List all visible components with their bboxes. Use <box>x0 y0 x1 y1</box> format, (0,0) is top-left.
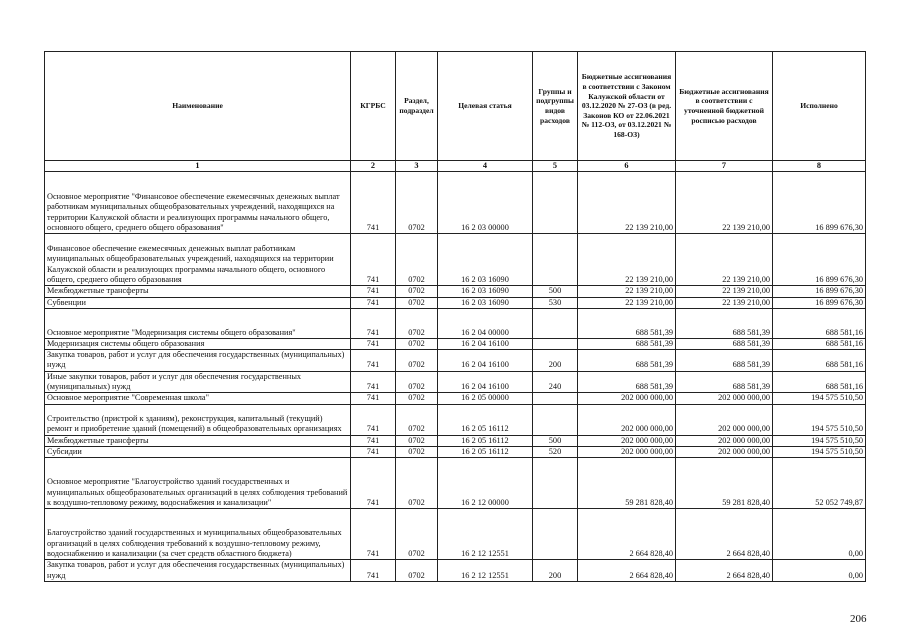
header-law: Бюджетные ассигнования в соответствии с Законом Калужской области от 03.12.2020 № 27-ОЗ (в ред. Законов КО от 22.06.2021 № 112-ОЗ, от 03.12.2021 № 168-ОЗ) <box>578 52 676 161</box>
row-kgrbs: 741 <box>351 446 396 457</box>
row-kgrbs: 741 <box>351 338 396 349</box>
table-row <box>45 404 866 435</box>
row-law-amount: 202 000 000,00 <box>578 446 676 457</box>
row-executed-amount: 194 575 510,50 <box>773 404 866 435</box>
row-target-article: 16 2 12 00000 <box>438 458 533 509</box>
row-refined-amount: 202 000 000,00 <box>676 404 773 435</box>
header-target: Целевая статья <box>438 52 533 161</box>
column-number: 8 <box>773 161 866 172</box>
row-kgrbs: 741 <box>351 393 396 404</box>
header-kgrbs: КГРБС <box>351 52 396 161</box>
row-target-article: 16 2 04 16100 <box>438 371 533 393</box>
row-expense-group: 200 <box>533 560 578 582</box>
header-refined: Бюджетные ассигнования в соответствии с уточненной бюджетной росписью расходов <box>676 52 773 161</box>
row-executed-amount: 688 581,16 <box>773 338 866 349</box>
row-name: Субвенции <box>45 297 351 308</box>
table-row <box>45 234 866 286</box>
row-expense-group: 500 <box>533 435 578 446</box>
row-expense-group: 200 <box>533 350 578 372</box>
row-expense-group <box>533 338 578 349</box>
row-section: 0702 <box>396 393 438 404</box>
row-executed-amount: 52 052 749,87 <box>773 458 866 509</box>
row-law-amount: 2 664 828,40 <box>578 509 676 560</box>
row-name: Финансовое обеспечение ежемесячных денежных выплат работникам муниципальных общеобразовательных учреждений, находящихся на территории Калужской области и реализующих программы начального общего, основного общего, среднего общего образования <box>45 234 351 286</box>
table-row <box>45 297 866 308</box>
row-refined-amount: 22 139 210,00 <box>676 172 773 234</box>
row-executed-amount: 16 899 676,30 <box>773 286 866 297</box>
table-row <box>45 435 866 446</box>
row-target-article: 16 2 12 12551 <box>438 560 533 582</box>
row-name: Закупка товаров, работ и услуг для обеспечения государственных (муниципальных) нужд <box>45 560 351 582</box>
row-kgrbs: 741 <box>351 560 396 582</box>
row-refined-amount: 2 664 828,40 <box>676 509 773 560</box>
row-executed-amount: 16 899 676,30 <box>773 234 866 286</box>
table-row <box>45 338 866 349</box>
header-name: Наименование <box>45 52 351 161</box>
column-number: 4 <box>438 161 533 172</box>
column-number: 1 <box>45 161 351 172</box>
row-refined-amount: 2 664 828,40 <box>676 560 773 582</box>
row-section: 0702 <box>396 308 438 338</box>
row-kgrbs: 741 <box>351 286 396 297</box>
row-law-amount: 688 581,39 <box>578 350 676 372</box>
row-expense-group <box>533 308 578 338</box>
row-law-amount: 202 000 000,00 <box>578 404 676 435</box>
row-section: 0702 <box>396 350 438 372</box>
row-kgrbs: 741 <box>351 404 396 435</box>
row-refined-amount: 22 139 210,00 <box>676 286 773 297</box>
header-executed: Исполнено <box>773 52 866 161</box>
row-kgrbs: 741 <box>351 234 396 286</box>
row-refined-amount: 202 000 000,00 <box>676 435 773 446</box>
row-section: 0702 <box>396 458 438 509</box>
row-kgrbs: 741 <box>351 308 396 338</box>
row-section: 0702 <box>396 371 438 393</box>
table-body <box>45 172 866 582</box>
row-name: Иные закупки товаров, работ и услуг для обеспечения государственных (муниципальных) нужд <box>45 371 351 393</box>
row-refined-amount: 22 139 210,00 <box>676 234 773 286</box>
column-number: 6 <box>578 161 676 172</box>
row-name: Межбюджетные трансферты <box>45 286 351 297</box>
row-target-article: 16 2 04 16100 <box>438 338 533 349</box>
table-header-row <box>45 52 866 161</box>
row-target-article: 16 2 05 16112 <box>438 404 533 435</box>
row-kgrbs: 741 <box>351 509 396 560</box>
row-target-article: 16 2 05 16112 <box>438 446 533 457</box>
row-name: Основное мероприятие "Финансовое обеспечение ежемесячных денежных выплат работникам муниципальных общеобразовательных учреждений, находящихся на территории Калужской области и реализующих программы начального общего, основного общего, среднего общего образования" <box>45 172 351 234</box>
table-row <box>45 308 866 338</box>
row-refined-amount: 22 139 210,00 <box>676 297 773 308</box>
row-law-amount: 688 581,39 <box>578 308 676 338</box>
row-law-amount: 202 000 000,00 <box>578 393 676 404</box>
row-target-article: 16 2 05 16112 <box>438 435 533 446</box>
row-kgrbs: 741 <box>351 458 396 509</box>
row-refined-amount: 688 581,39 <box>676 308 773 338</box>
table-row <box>45 286 866 297</box>
row-name: Закупка товаров, работ и услуг для обеспечения государственных (муниципальных) нужд <box>45 350 351 372</box>
row-kgrbs: 741 <box>351 371 396 393</box>
row-name: Строительство (пристрой к зданиям), реконструкция, капитальный (текущий) ремонт и приобретение зданий (помещений) в общеобразовательных организациях <box>45 404 351 435</box>
row-law-amount: 202 000 000,00 <box>578 435 676 446</box>
row-law-amount: 688 581,39 <box>578 338 676 349</box>
row-law-amount: 22 139 210,00 <box>578 297 676 308</box>
table-row <box>45 350 866 372</box>
row-law-amount: 22 139 210,00 <box>578 286 676 297</box>
row-target-article: 16 2 03 00000 <box>438 172 533 234</box>
row-section: 0702 <box>396 286 438 297</box>
row-section: 0702 <box>396 560 438 582</box>
row-target-article: 16 2 03 16090 <box>438 234 533 286</box>
row-expense-group <box>533 509 578 560</box>
row-expense-group: 240 <box>533 371 578 393</box>
row-executed-amount: 194 575 510,50 <box>773 446 866 457</box>
row-kgrbs: 741 <box>351 172 396 234</box>
table-row <box>45 172 866 234</box>
row-refined-amount: 59 281 828,40 <box>676 458 773 509</box>
row-name: Благоустройство зданий государственных и муниципальных общеобразовательных организаций в целях соблюдения требований к воздушно-тепловому режиму, водоснабжению и канализации (за счет средств областного бюджета) <box>45 509 351 560</box>
row-expense-group: 520 <box>533 446 578 457</box>
row-refined-amount: 202 000 000,00 <box>676 393 773 404</box>
row-name: Основное мероприятие "Современная школа" <box>45 393 351 404</box>
row-section: 0702 <box>396 234 438 286</box>
page-number: 206 <box>850 613 867 625</box>
row-expense-group: 500 <box>533 286 578 297</box>
row-name: Основное мероприятие "Благоустройство зданий государственных и муниципальных общеобразовательных организаций в целях соблюдения требований к воздушно-тепловому режиму, водоснабжения и канализации" <box>45 458 351 509</box>
column-number: 2 <box>351 161 396 172</box>
row-name: Субсидии <box>45 446 351 457</box>
row-executed-amount: 194 575 510,50 <box>773 435 866 446</box>
row-section: 0702 <box>396 297 438 308</box>
row-law-amount: 2 664 828,40 <box>578 560 676 582</box>
row-section: 0702 <box>396 404 438 435</box>
row-target-article: 16 2 04 16100 <box>438 350 533 372</box>
row-expense-group <box>533 393 578 404</box>
column-number: 7 <box>676 161 773 172</box>
row-kgrbs: 741 <box>351 297 396 308</box>
row-target-article: 16 2 12 12551 <box>438 509 533 560</box>
row-executed-amount: 16 899 676,30 <box>773 297 866 308</box>
row-law-amount: 22 139 210,00 <box>578 234 676 286</box>
header-group: Группы и подгруппы видов расходов <box>533 52 578 161</box>
column-number-row <box>45 161 866 172</box>
row-executed-amount: 16 899 676,30 <box>773 172 866 234</box>
row-refined-amount: 688 581,39 <box>676 350 773 372</box>
row-expense-group <box>533 458 578 509</box>
row-executed-amount: 688 581,16 <box>773 371 866 393</box>
row-target-article: 16 2 03 16090 <box>438 297 533 308</box>
row-law-amount: 688 581,39 <box>578 371 676 393</box>
row-refined-amount: 202 000 000,00 <box>676 446 773 457</box>
row-section: 0702 <box>396 435 438 446</box>
row-law-amount: 59 281 828,40 <box>578 458 676 509</box>
table-row <box>45 371 866 393</box>
row-refined-amount: 688 581,39 <box>676 338 773 349</box>
column-number: 3 <box>396 161 438 172</box>
row-executed-amount: 688 581,16 <box>773 350 866 372</box>
row-name: Межбюджетные трансферты <box>45 435 351 446</box>
row-executed-amount: 194 575 510,50 <box>773 393 866 404</box>
header-section: Раздел, подраздел <box>396 52 438 161</box>
table-row <box>45 393 866 404</box>
row-section: 0702 <box>396 172 438 234</box>
row-executed-amount: 688 581,16 <box>773 308 866 338</box>
table-row <box>45 458 866 509</box>
row-kgrbs: 741 <box>351 435 396 446</box>
row-expense-group <box>533 234 578 286</box>
row-kgrbs: 741 <box>351 350 396 372</box>
row-section: 0702 <box>396 338 438 349</box>
row-target-article: 16 2 04 00000 <box>438 308 533 338</box>
row-expense-group <box>533 404 578 435</box>
table-row <box>45 446 866 457</box>
row-target-article: 16 2 05 00000 <box>438 393 533 404</box>
row-target-article: 16 2 03 16090 <box>438 286 533 297</box>
row-name: Модернизация системы общего образования <box>45 338 351 349</box>
row-executed-amount: 0,00 <box>773 509 866 560</box>
row-section: 0702 <box>396 446 438 457</box>
table-row <box>45 509 866 560</box>
row-expense-group: 530 <box>533 297 578 308</box>
row-executed-amount: 0,00 <box>773 560 866 582</box>
row-law-amount: 22 139 210,00 <box>578 172 676 234</box>
budget-table <box>44 51 866 582</box>
table-row <box>45 560 866 582</box>
row-name: Основное мероприятие "Модернизация системы общего образования" <box>45 308 351 338</box>
row-section: 0702 <box>396 509 438 560</box>
row-expense-group <box>533 172 578 234</box>
column-number: 5 <box>533 161 578 172</box>
row-refined-amount: 688 581,39 <box>676 371 773 393</box>
